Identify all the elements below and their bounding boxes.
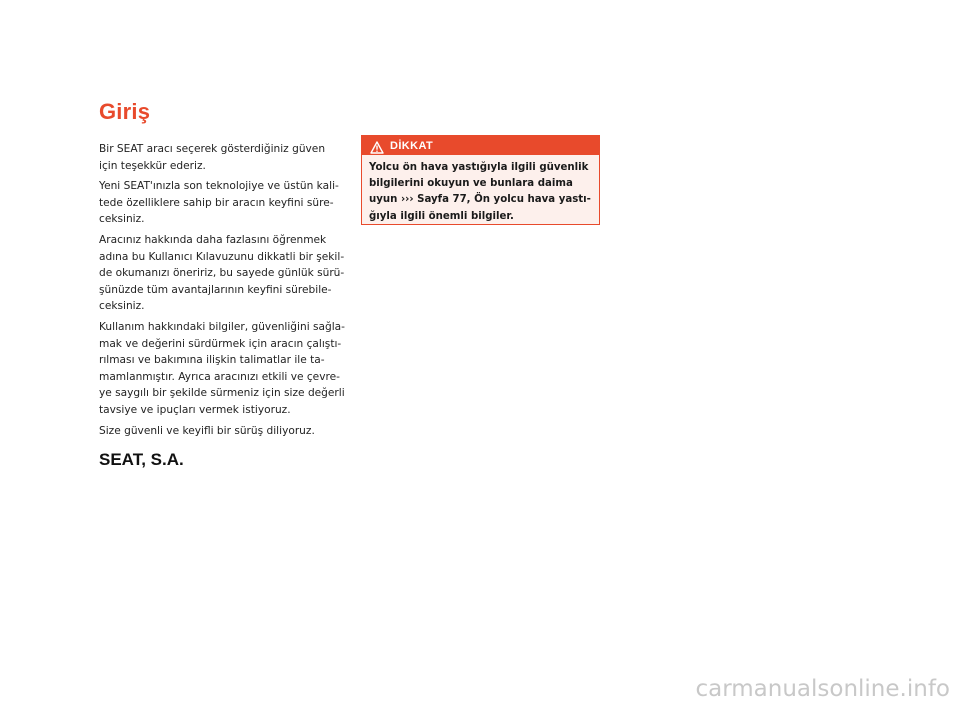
paragraph-2: Yeni SEAT'ınızla son teknolojiye ve üstün kali- tede özelliklere sahip bir aracın keyfini süre- ceksiniz. <box>99 180 339 226</box>
paragraph-3: Aracınız hakkında daha fazlasını öğrenmek adına bu Kullanıcı Kılavuzunu dikkatli bir şekil- de okumanızı öneririz, bu sayede günlük sürü- şünüzde tüm avantajlarının keyfini sürebile- ceksiniz. <box>99 233 345 313</box>
warning-label: DİKKAT <box>390 139 434 152</box>
paragraph-4: Kullanım hakkındaki bilgiler, güvenliğini sağla- mak ve değerini sürdürmek için aracın çalıştı- rılması ve bakımına ilişkin talimatlar ile ta- mamlanmıştır. Ayrıca aracınızı etkili ve çevre- ye saygılı bir şekilde sürmeniz için size değerli tavsiye ve ipuçları vermek istiyoruz. <box>99 320 345 416</box>
warning-body: Yolcu ön hava yastığıyla ilgili güvenlik bilgilerini okuyun ve bunlara daima uyun <box>369 162 589 206</box>
paragraph-1: Bir SEAT aracı seçerek gösterdiğiniz güven için teşekkür ederiz. <box>99 143 326 172</box>
signature: SEAT, S.A. <box>99 450 184 470</box>
warning-header <box>362 136 599 155</box>
paragraph-5: Size güvenli ve keyifli bir sürüş diliyoruz. <box>99 424 315 437</box>
page-link-arrows[interactable]: ››› <box>400 194 414 206</box>
warning-text <box>362 155 599 225</box>
watermark: carmanualsonline.info <box>695 676 950 702</box>
page-title: Giriş <box>99 99 151 124</box>
warning-triangle-icon <box>370 139 384 152</box>
warning-box <box>361 135 600 225</box>
body-column <box>99 141 359 470</box>
page-link[interactable]: Sayfa 77, Ön yolcu hava yastı-ğıyla ilgili önemli bilgiler. <box>369 194 591 222</box>
